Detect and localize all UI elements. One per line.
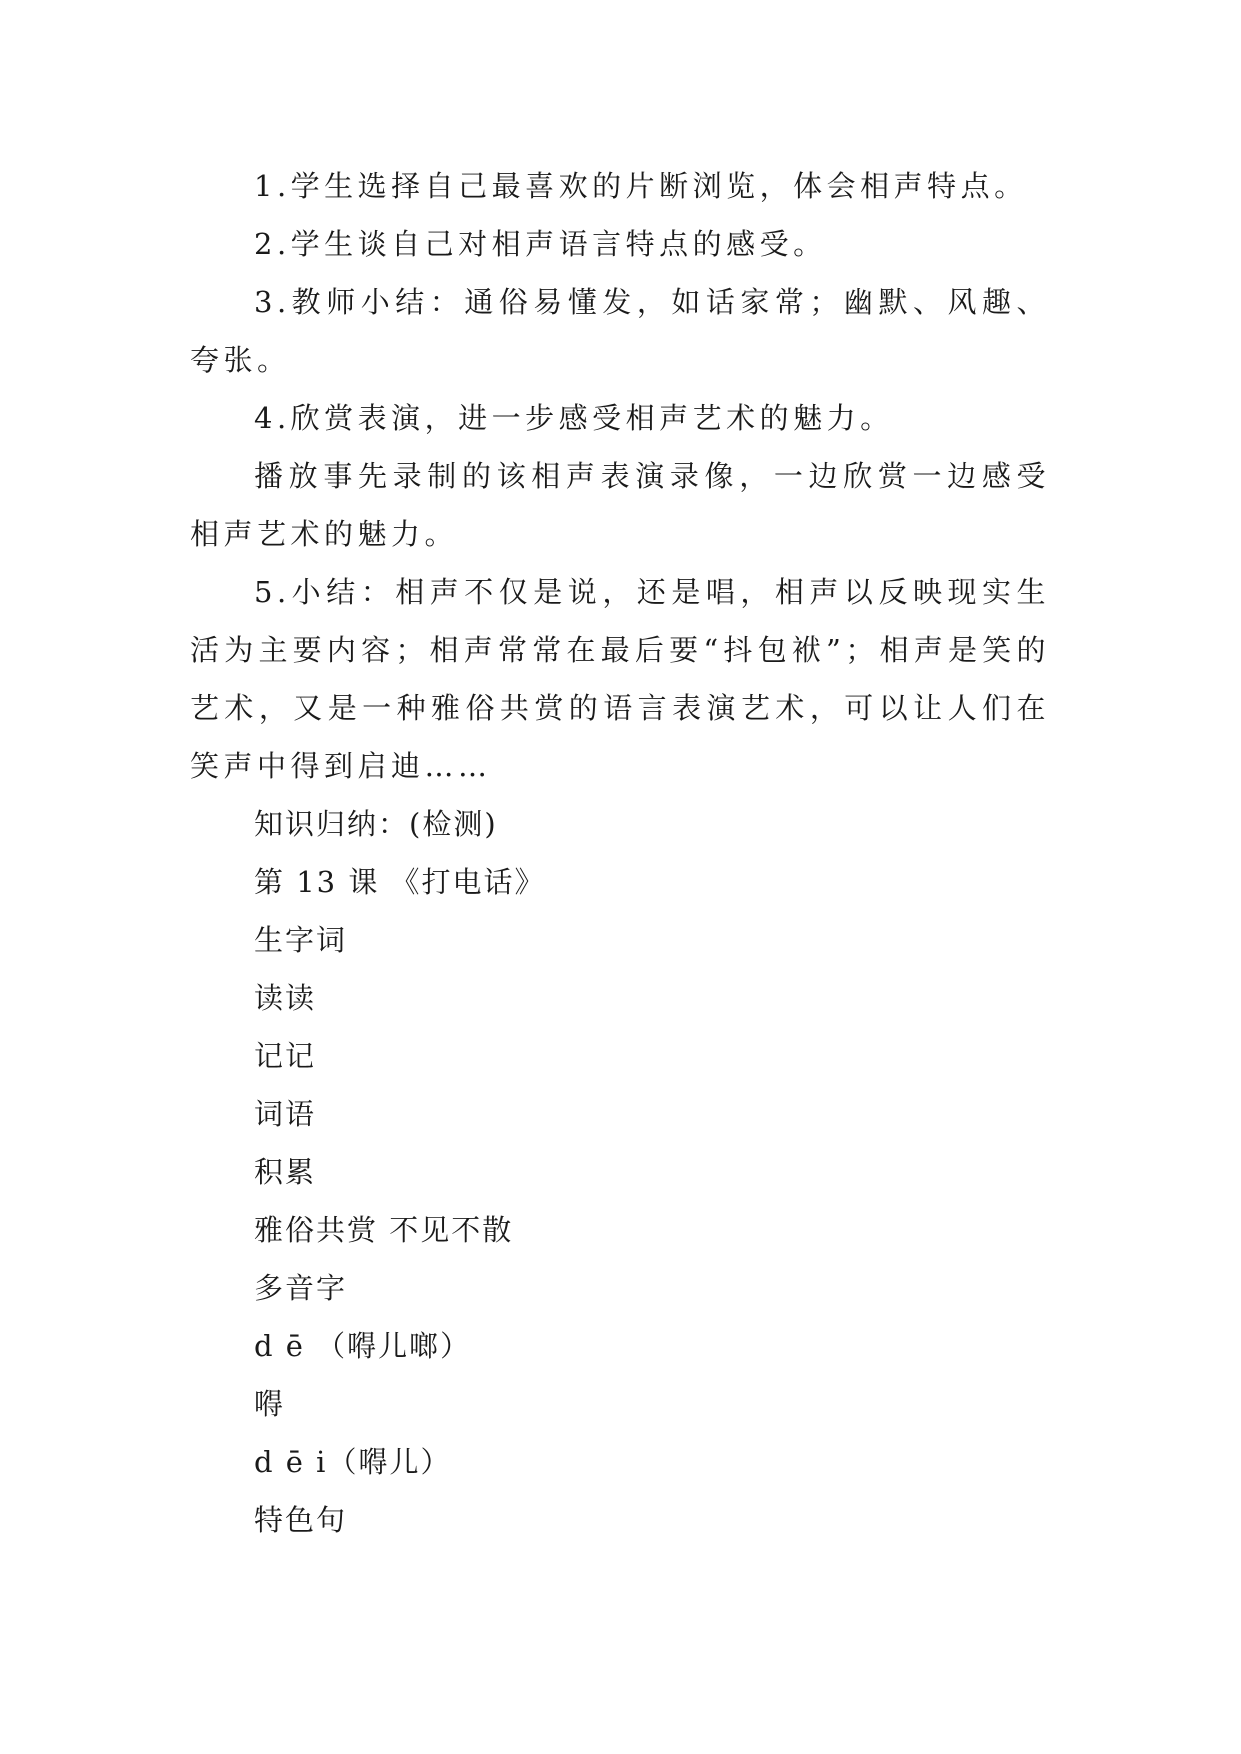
- heading-lesson-13: 第 13 课 《打电话》: [254, 865, 546, 899]
- label-remember: 记记: [254, 1039, 317, 1073]
- paragraph-step-5: 5.小结：相声不仅是说，还是唱，相声以反映现实生活为主要内容；相声常常在最后要“抖包袱”；相声是笑的艺术，又是一种雅俗共赏的语言表演艺术，可以让人们在笑声中得到启迪……: [190, 575, 1050, 783]
- document-body: [190, 157, 1050, 1549]
- label-accumulate: 积累: [254, 1155, 317, 1189]
- pinyin-dei: d ē i（嘚儿）: [254, 1445, 452, 1479]
- label-read: 读读: [254, 981, 317, 1015]
- label-feature-sentences: 特色句: [254, 1503, 348, 1537]
- paragraph-step-1: 1.学生选择自己最喜欢的片断浏览，体会相声特点。: [254, 169, 1028, 203]
- paragraph-step-4: 4.欣赏表演，进一步感受相声艺术的魅力。: [254, 401, 894, 435]
- paragraph-step-2: 2.学生谈自己对相声语言特点的感受。: [254, 227, 827, 261]
- pinyin-de: d ē （嘚儿啷）: [254, 1329, 472, 1363]
- label-polyphonic: 多音字: [254, 1271, 348, 1305]
- paragraph-video: 播放事先录制的该相声表演录像，一边欣赏一边感受相声艺术的魅力。: [190, 459, 1050, 551]
- heading-knowledge-summary: 知识归纳：(检测): [254, 807, 498, 841]
- word-list: 雅俗共赏 不见不散: [254, 1213, 514, 1247]
- label-words: 词语: [254, 1097, 317, 1131]
- label-new-words: 生字词: [254, 923, 348, 957]
- paragraph-step-3: 3.教师小结：通俗易懂发，如话家常；幽默、风趣、夸张。: [190, 285, 1050, 377]
- character-de: 嘚: [254, 1387, 286, 1421]
